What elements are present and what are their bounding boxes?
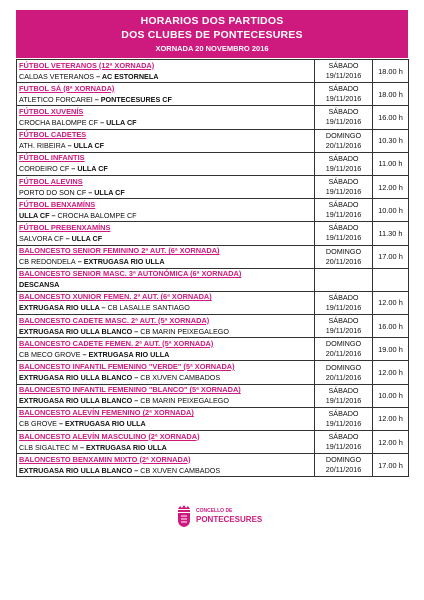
match-cell (17, 152, 315, 175)
away-team: CB MARIN PEIXEGALEGO (140, 396, 229, 406)
home-team: EXTRUGASA RIO ULLA BLANCO (19, 326, 133, 336)
match-date: 20/11/2016 (325, 465, 362, 475)
category-label: FUTBOL SÁ (8ª XORNADA) (19, 83, 115, 93)
header-subtitle: DOS CLUBES DE PONTECESURES (121, 29, 303, 41)
weekday: SÁBADO (328, 408, 359, 418)
team-separator: – (49, 210, 58, 220)
teams-line (19, 140, 312, 151)
home-team: CB MECO GROVE (19, 349, 81, 359)
date-cell (315, 384, 373, 407)
table-row (17, 384, 409, 407)
teams-line (19, 94, 312, 105)
team-separator: – (86, 187, 95, 197)
table-row (17, 175, 409, 198)
weekday: DOMINGO (325, 362, 362, 372)
match-date: 19/11/2016 (325, 71, 362, 81)
logo-line-1: CONCELLO DE (196, 508, 233, 514)
date-cell (315, 106, 373, 129)
table-row (17, 431, 409, 454)
category-label: BALONCESTO ALEVÍN MASCULINO (2ª XORNADA) (19, 431, 200, 441)
home-team: CB GROVE (19, 419, 57, 429)
date-cell (315, 268, 373, 291)
match-cell (17, 175, 315, 198)
match-cell (17, 60, 315, 83)
match-cell (17, 129, 315, 152)
teams-line (19, 395, 312, 406)
team-separator: – (63, 233, 72, 243)
match-time: 10.00 h (373, 384, 409, 407)
match-cell (17, 361, 315, 384)
match-time: 12.00 h (373, 361, 409, 384)
match-date: 20/11/2016 (325, 372, 362, 382)
match-date: 19/11/2016 (325, 233, 362, 243)
match-time: 18.00 h (373, 60, 409, 83)
team-separator: – (98, 117, 107, 127)
match-date: 20/11/2016 (325, 256, 362, 266)
date-cell (315, 454, 373, 477)
date-cell (315, 245, 373, 268)
home-team: EXTRUGASA RIO ULLA (19, 303, 100, 313)
away-team: EXTRUGASA RIO ULLA (85, 442, 167, 452)
match-date: 19/11/2016 (325, 117, 362, 127)
away-team: ULLA CF (94, 187, 125, 197)
teams-line (19, 442, 312, 453)
weekday: SÁBADO (328, 432, 359, 442)
category-label: BALONCESTO XUNIOR FEMEN. 2ª AUT. (6ª XORNADA) (19, 292, 212, 302)
team-separator: – (65, 141, 74, 151)
match-time: 11.00 h (373, 152, 409, 175)
home-team: EXTRUGASA RIO ULLA BLANCO (19, 465, 133, 475)
crown-shield-icon (176, 504, 192, 528)
teams-line (19, 233, 312, 244)
match-cell (17, 83, 315, 106)
date-cell (315, 315, 373, 338)
match-cell (17, 291, 315, 314)
teams-line (19, 256, 312, 267)
match-time: 12.00 h (373, 407, 409, 430)
table-row (17, 106, 409, 129)
match-date: 19/11/2016 (325, 395, 362, 405)
away-team: EXTRUGASA RIO ULLA (64, 419, 146, 429)
teams-line (19, 349, 312, 360)
match-cell (17, 454, 315, 477)
date-cell (315, 152, 373, 175)
match-cell (17, 268, 315, 291)
team-separator: – (132, 396, 141, 406)
team-separator: – (94, 71, 102, 81)
teams-line (19, 465, 312, 476)
home-team: ATH. RIBEIRA (19, 141, 66, 151)
match-cell (17, 431, 315, 454)
match-date: 19/11/2016 (325, 94, 362, 104)
home-team: PORTO DO SON CF (19, 187, 87, 197)
team-separator: – (92, 94, 101, 104)
table-row (17, 454, 409, 477)
match-date: 19/11/2016 (325, 418, 362, 428)
date-cell (315, 291, 373, 314)
match-date: 20/11/2016 (325, 140, 362, 150)
away-team: ULLA CF (73, 141, 105, 151)
date-cell (315, 199, 373, 222)
weekday: SÁBADO (328, 316, 359, 326)
table-row (17, 129, 409, 152)
match-date: 20/11/2016 (325, 349, 362, 359)
match-time: 12.00 h (373, 175, 409, 198)
home-team: ULLA CF (19, 210, 50, 220)
weekday: SÁBADO (328, 223, 359, 233)
match-cell (17, 222, 315, 245)
category-label: BALONCESTO SENIOR FEMININO 2ª AUT. (6ª XORNADA) (19, 246, 220, 256)
away-team: CB XUVEN CAMBADOS (140, 373, 221, 383)
team-separator: – (132, 465, 141, 475)
table-row (17, 83, 409, 106)
category-label: BALONCESTO BENXAMIN MIXTO (2ª XORNADA) (19, 454, 191, 464)
match-time: 11.30 h (373, 222, 409, 245)
match-cell (17, 384, 315, 407)
away-team: CROCHA BALOMPE CF (57, 210, 137, 220)
category-label: FÚTBOL ALEVINS (19, 176, 83, 186)
teams-line (19, 117, 312, 128)
match-time: 17.00 h (373, 245, 409, 268)
category-label: FÚTBOL BENXAMÍNS (19, 199, 96, 209)
date-cell (315, 407, 373, 430)
table-row (17, 291, 409, 314)
category-label: FÚTBOL VETERANOS (12ª XORNADA) (19, 60, 155, 70)
date-cell (315, 83, 373, 106)
team-separator: – (132, 373, 141, 383)
weekday: DOMINGO (325, 130, 362, 140)
match-cell (17, 315, 315, 338)
away-team: ULLA CF (106, 117, 137, 127)
match-date: 19/11/2016 (325, 210, 362, 220)
match-date: 19/11/2016 (325, 163, 362, 173)
weekday: SÁBADO (328, 292, 359, 302)
logo-line-2: PONTECESURES (196, 515, 263, 524)
home-team: DESCANSA (19, 280, 60, 290)
weekday: SÁBADO (328, 107, 359, 117)
match-cell (17, 407, 315, 430)
category-label: BALONCESTO INFANTIL FEMENINO "BLANCO" (5ª XORNADA) (19, 385, 241, 395)
category-label: FÚTBOL XUVENÍS (19, 106, 84, 116)
table-row (17, 222, 409, 245)
weekday: DOMINGO (325, 246, 362, 256)
match-time: 17.00 h (373, 454, 409, 477)
match-date: 19/11/2016 (325, 302, 362, 312)
match-time: 18.00 h (373, 83, 409, 106)
date-cell (315, 60, 373, 83)
home-team: CALDAS VETERANOS (19, 71, 95, 81)
weekday: DOMINGO (325, 339, 362, 349)
category-label: BALONCESTO INFANTIL FEMENINO "VERDE" (5ª XORNADA) (19, 362, 235, 372)
match-time: 12.00 h (373, 291, 409, 314)
match-time: 19.00 h (373, 338, 409, 361)
table-row (17, 60, 409, 83)
teams-line (19, 279, 312, 290)
schedule-table (16, 59, 409, 477)
category-label: BALONCESTO CADETE MASC. 2ª AUT. (5ª XORNADA) (19, 315, 210, 325)
match-cell (17, 245, 315, 268)
category-label: FÚTBOL CADETES (19, 130, 87, 140)
teams-line (19, 163, 312, 174)
weekday: DOMINGO (325, 455, 362, 465)
home-team: CB REDONDELA (19, 257, 76, 267)
date-cell (315, 175, 373, 198)
team-separator: – (69, 164, 78, 174)
match-cell (17, 338, 315, 361)
match-date: 19/11/2016 (325, 442, 362, 452)
team-separator: – (99, 303, 108, 313)
home-team: CROCHA BALOMPE CF (19, 117, 99, 127)
table-row (17, 361, 409, 384)
header-title: HORARIOS DOS PARTIDOS (140, 15, 284, 27)
home-team: EXTRUGASA RIO ULLA BLANCO (19, 373, 133, 383)
weekday: SÁBADO (328, 177, 359, 187)
team-separator: – (77, 442, 86, 452)
date-cell (315, 338, 373, 361)
table-row (17, 407, 409, 430)
away-team: ULLA CF (71, 233, 103, 243)
match-date: 19/11/2016 (325, 187, 362, 197)
weekday: SÁBADO (328, 385, 359, 395)
category-label: BALONCESTO CADETE FEMEN. 2ª AUT. (5ª XORNADA) (19, 338, 214, 348)
away-team: AC ESTORNELA (101, 71, 159, 81)
table-row (17, 245, 409, 268)
category-label: FÚTBOL PREBENXAMÍNS (19, 222, 111, 232)
away-team: EXTRUGASA RIO ULLA (83, 257, 165, 267)
weekday: SÁBADO (328, 84, 359, 94)
home-team: EXTRUGASA RIO ULLA BLANCO (19, 396, 133, 406)
team-separator: – (75, 257, 84, 267)
table-row (17, 268, 409, 291)
teams-line (19, 302, 312, 313)
category-label: BALONCESTO ALEVÍN FEMENINO (2ª XORNADA) (19, 408, 194, 418)
match-time (373, 268, 409, 291)
table-row (17, 338, 409, 361)
teams-line (19, 326, 312, 337)
date-cell (315, 361, 373, 384)
weekday: SÁBADO (328, 61, 359, 71)
match-date: 19/11/2016 (325, 326, 362, 336)
team-separator: – (80, 349, 89, 359)
teams-line (19, 372, 312, 383)
away-team: EXTRUGASA RIO ULLA (88, 349, 170, 359)
home-team: ATLETICO FORCAREI (19, 94, 93, 104)
teams-line (19, 418, 312, 429)
teams-line (19, 210, 312, 221)
date-cell (315, 431, 373, 454)
weekday: SÁBADO (328, 200, 359, 210)
page-header (16, 10, 408, 58)
weekday: SÁBADO (328, 153, 359, 163)
away-team: ULLA CF (77, 164, 108, 174)
away-team: CB LASALLE SANTIAGO (107, 303, 190, 313)
table-row (17, 315, 409, 338)
away-team: PONTECESURES CF (100, 94, 172, 104)
home-team: CORDEIRO CF (19, 164, 70, 174)
away-team: CB MARIN PEIXEGALEGO (140, 326, 229, 336)
match-cell (17, 199, 315, 222)
match-time: 16.00 h (373, 315, 409, 338)
team-separator: – (132, 326, 141, 336)
date-cell (315, 129, 373, 152)
match-time: 10.00 h (373, 199, 409, 222)
table-row (17, 152, 409, 175)
match-time: 10.30 h (373, 129, 409, 152)
table-row (17, 199, 409, 222)
home-team: CLB SIGALTEC M (19, 442, 78, 452)
date-cell (315, 222, 373, 245)
teams-line (19, 187, 312, 198)
teams-line (19, 71, 312, 82)
category-label: FÚTBOL INFANTIS (19, 153, 85, 163)
away-team: CB XUVEN CAMBADOS (140, 465, 221, 475)
team-separator: – (56, 419, 65, 429)
match-time: 16.00 h (373, 106, 409, 129)
category-label: BALONCESTO SENIOR MASC. 3ª AUTONÓMICA (6ª XORNADA) (19, 269, 242, 279)
match-cell (17, 106, 315, 129)
council-logo (176, 498, 263, 538)
match-time: 12.00 h (373, 431, 409, 454)
header-date: XORNADA 20 NOVEMBRO 2016 (155, 44, 269, 53)
home-team: SALVORA CF (19, 233, 64, 243)
